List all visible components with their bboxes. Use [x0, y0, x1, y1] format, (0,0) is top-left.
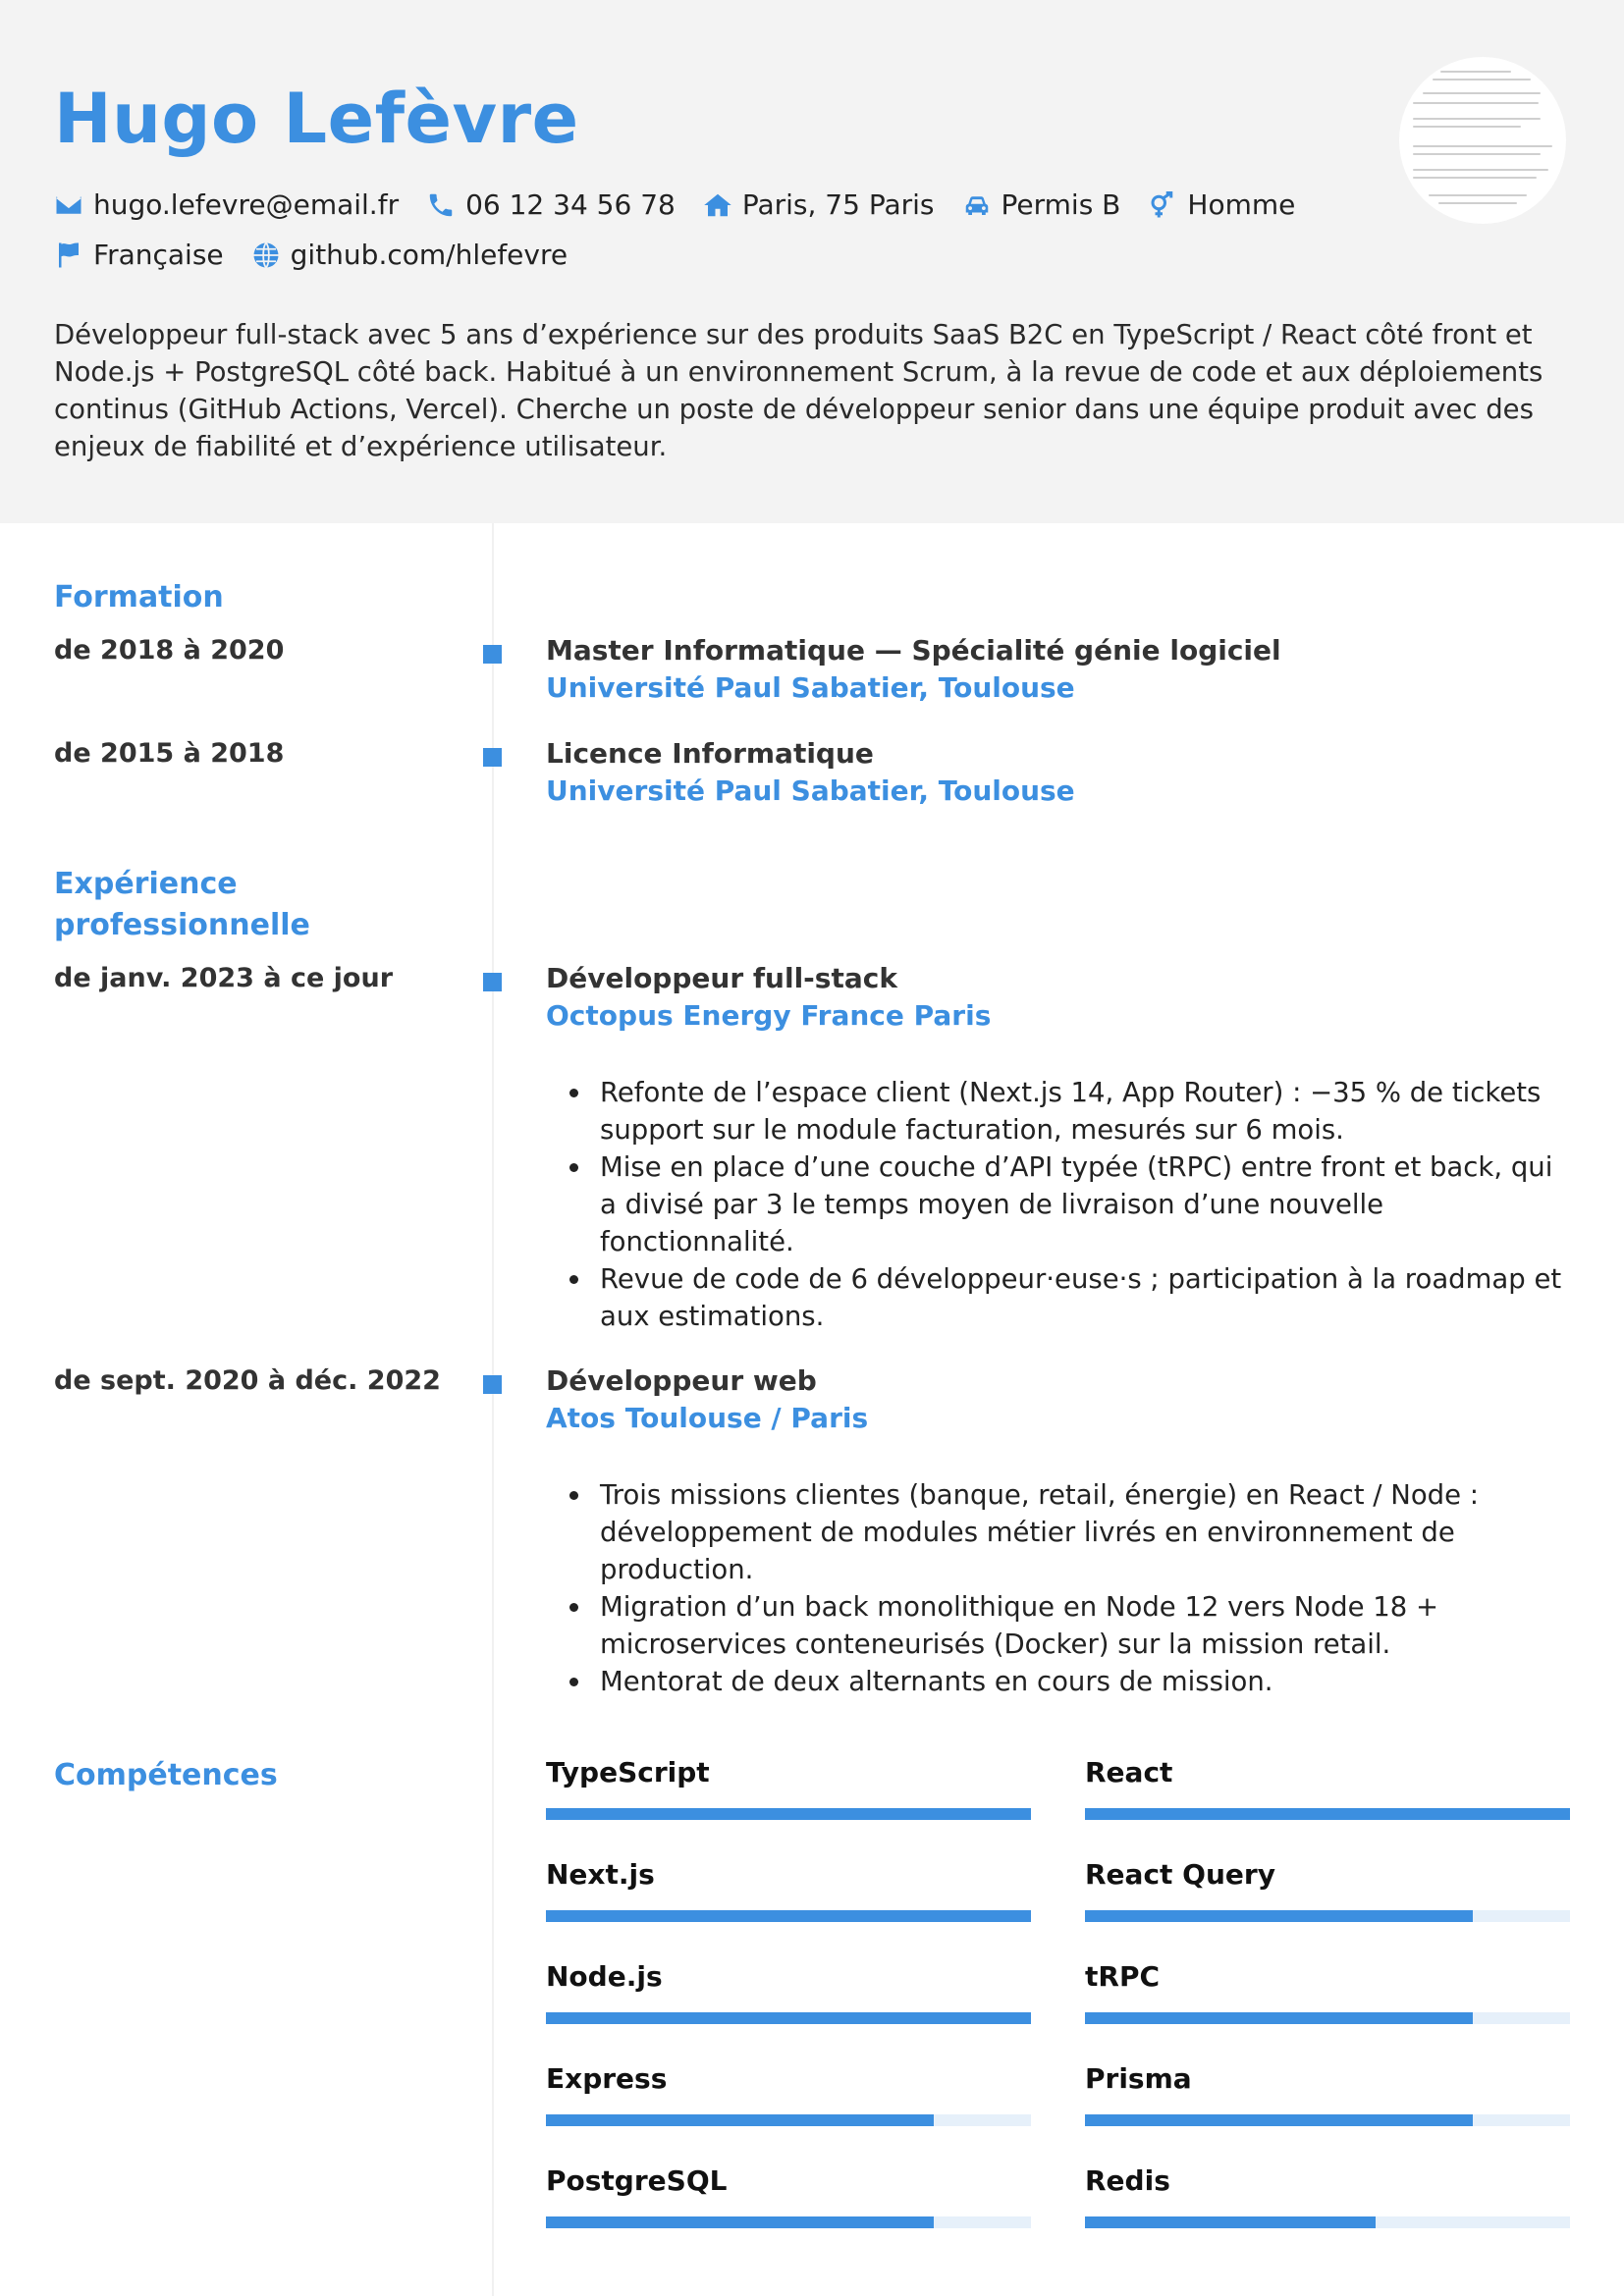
- contact-license: [962, 188, 1121, 221]
- list-item: Mentorat de deux alternants en cours de mission.: [546, 1663, 1577, 1700]
- formation-school: Université Paul Sabatier, Toulouse: [546, 774, 1075, 807]
- experience-date: de sept. 2020 à déc. 2022: [54, 1365, 441, 1396]
- skill-level-bar: [1085, 2012, 1570, 2024]
- skill-level-fill: [1085, 2114, 1473, 2126]
- header-section: [0, 0, 1624, 523]
- contact-email[interactable]: [54, 188, 399, 221]
- skill-level-fill: [1085, 1808, 1570, 1820]
- contact-email-text: hugo.lefevre@email.fr: [93, 188, 400, 221]
- contact-website-text: github.com/hlefevre: [290, 239, 568, 271]
- skill-name: PostgreSQL: [546, 2164, 728, 2197]
- contact-license-text: Permis B: [1001, 188, 1121, 221]
- section-title-formation: Formation: [54, 580, 224, 614]
- job-achievements: [546, 1476, 1577, 1700]
- flag-icon: [54, 240, 83, 270]
- skill-level-bar: [1085, 1808, 1570, 1820]
- contact-address-text: Paris, 75 Paris: [741, 188, 935, 221]
- contact-nationality-text: Française: [93, 239, 224, 271]
- profile-summary: Développeur full-stack avec 5 ans d’expérience sur des produits SaaS B2C en TypeScript / React côté front et Node.js + PostgreSQL côté back. Habitué à un environnement Scrum, à la revue de code et aux déploiements continus (GitHub Actions, Vercel). Cherche un poste de développeur senior dans une équipe produit avec des enjeux de fiabilité et d’expérience utilisateur.: [54, 319, 1543, 462]
- phone-icon: [426, 190, 456, 220]
- skill-level-bar: [1085, 2216, 1570, 2228]
- contact-phone[interactable]: [426, 188, 676, 221]
- list-item: Mise en place d’une couche d’API typée (tRPC) entre front et back, qui a divisé par 3 le temps moyen de livraison d’une nouvelle fonctionnalité.: [546, 1148, 1577, 1260]
- formation-date: de 2018 à 2020: [54, 635, 285, 666]
- skill-level-fill: [546, 2114, 934, 2126]
- skill-name: Prisma: [1085, 2062, 1192, 2095]
- section-title-experience: [54, 864, 310, 946]
- candidate-name: Hugo Lefèvre: [54, 79, 579, 159]
- skill-level-fill: [1085, 2012, 1473, 2024]
- list-item: Migration d’un back monolithique en Node 12 vers Node 18 + microservices conteneurisés (Docker) sur la mission retail.: [546, 1588, 1577, 1663]
- skill-level-bar: [1085, 2114, 1570, 2126]
- formation-title: Licence Informatique: [546, 737, 874, 770]
- timeline-marker: [483, 1375, 502, 1394]
- timeline-marker: [483, 748, 502, 767]
- skill-name: Next.js: [546, 1858, 655, 1891]
- profile-photo: [1399, 57, 1566, 224]
- skill-name: TypeScript: [546, 1756, 710, 1789]
- contact-row-2: [54, 239, 595, 271]
- contact-nationality: [54, 239, 224, 271]
- contact-address: [703, 188, 935, 221]
- list-item: Trois missions clientes (banque, retail, énergie) en React / Node : développement de modules métier livrés en environnement de production.: [546, 1476, 1577, 1588]
- skill-name: React: [1085, 1756, 1173, 1789]
- section-title-skills: Compétences: [54, 1758, 278, 1792]
- job-company: Atos Toulouse / Paris: [546, 1402, 869, 1434]
- skill-name: tRPC: [1085, 1960, 1161, 1993]
- skill-level-bar: [546, 2216, 1031, 2228]
- skill-level-fill: [1085, 2216, 1376, 2228]
- contact-website[interactable]: [251, 239, 568, 271]
- skill-level-bar: [546, 2012, 1031, 2024]
- contact-phone-text: 06 12 34 56 78: [465, 188, 676, 221]
- list-item: Refonte de l’espace client (Next.js 14, App Router) : −35 % de tickets support sur le module facturation, mesurés sur 6 mois.: [546, 1074, 1577, 1148]
- skill-level-bar: [546, 2114, 1031, 2126]
- skill-level-bar: [546, 1910, 1031, 1922]
- skill-level-fill: [546, 1910, 1031, 1922]
- timeline-divider: [492, 523, 494, 2296]
- envelope-icon: [54, 190, 83, 220]
- timeline-marker: [483, 973, 502, 991]
- job-achievements: [546, 1074, 1577, 1335]
- job-company: Octopus Energy France Paris: [546, 999, 992, 1032]
- formation-title: Master Informatique — Spécialité génie logiciel: [546, 634, 1281, 667]
- skill-level-fill: [1085, 1910, 1473, 1922]
- job-title: Développeur full-stack: [546, 962, 897, 994]
- skill-level-bar: [1085, 1910, 1570, 1922]
- contact-gender-text: Homme: [1187, 188, 1296, 221]
- experience-date: de janv. 2023 à ce jour: [54, 963, 394, 993]
- formation-school: Université Paul Sabatier, Toulouse: [546, 671, 1075, 704]
- section-title-experience-line1: Expérience: [54, 867, 238, 901]
- globe-icon: [251, 240, 281, 270]
- formation-date: de 2015 à 2018: [54, 738, 285, 769]
- timeline-marker: [483, 645, 502, 664]
- skill-level-fill: [546, 2216, 934, 2228]
- skill-name: Node.js: [546, 1960, 663, 1993]
- skill-level-bar: [546, 1808, 1031, 1820]
- section-title-experience-line2: professionnelle: [54, 908, 310, 942]
- car-icon: [962, 190, 992, 220]
- list-item: Revue de code de 6 développeur·euse·s ; participation à la roadmap et aux estimations.: [546, 1260, 1577, 1335]
- skill-level-fill: [546, 2012, 1031, 2024]
- skill-name: React Query: [1085, 1858, 1275, 1891]
- contact-row-1: [54, 188, 1323, 221]
- contact-gender: [1148, 188, 1295, 221]
- skill-name: Express: [546, 2062, 668, 2095]
- home-icon: [703, 190, 732, 220]
- skill-level-fill: [546, 1808, 1031, 1820]
- job-title: Développeur web: [546, 1364, 817, 1397]
- gender-icon: [1148, 190, 1177, 220]
- skill-name: Redis: [1085, 2164, 1170, 2197]
